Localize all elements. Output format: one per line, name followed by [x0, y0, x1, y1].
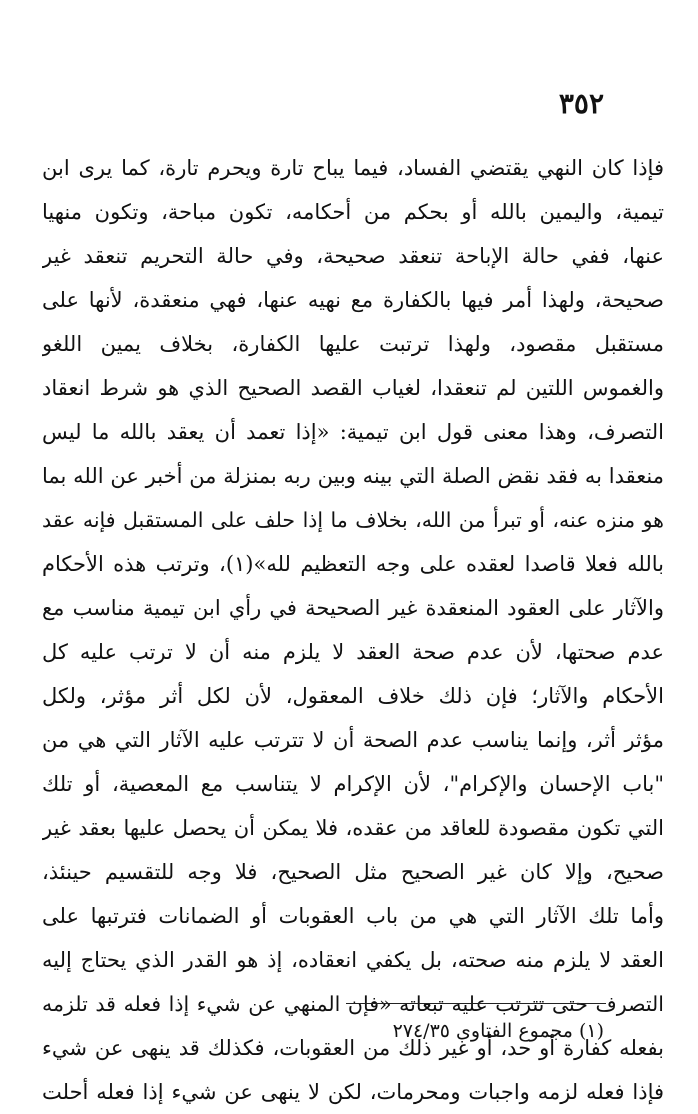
text-line: بفعله كفارة أو حد، أو غير ذلك من العقوبات، فكذلك قد ينهى عن شيء: [42, 1036, 664, 1060]
text-line: وأما تلك الآثار التي هي من باب العقوبات أو الضمانات فترتبها على: [42, 904, 664, 928]
text-line: "باب الإحسان والإكرام"، لأن الإكرام لا يتناسب مع المعصية، أو تلك: [42, 772, 664, 796]
text-line: هو منزه عنه، أو تبرأ من الله، بخلاف ما إذا حلف على المستقبل فإنه عقد: [42, 508, 664, 532]
body-text: [42, 146, 664, 1114]
text-line: والآثار على العقود المنعقدة غير الصحيحة في رأي ابن تيمية مناسب مع: [42, 596, 664, 620]
text-line: مستقبل مقصود، ولهذا ترتبت عليها الكفارة، بخلاف يمين اللغو: [42, 332, 664, 356]
text-line: مؤثر أثر، وإنما يناسب عدم الصحة أن لا تترتب عليه الآثار التي هي من: [42, 728, 664, 752]
text-line: تيمية، واليمين بالله أو بحكم من أحكامه، تكون مباحة، وتكون منهيا: [42, 200, 664, 224]
text-line: عنها، ففي حالة الإباحة تنعقد صحيحة، وفي حالة التحريم تنعقد غير: [42, 244, 664, 268]
text-line: بالله فعلا قاصدا لعقده على وجه التعظيم لله»(١)، وترتب هذه الأحكام: [42, 552, 664, 576]
text-line: التصرف، وهذا معنى قول ابن تيمية: «إذا تعمد أن يعقد بالله ما ليس: [42, 420, 664, 444]
text-line: التصرف حتى تترتب عليه تبعاته «فإن المنهي عن شيء إذا فعله قد تلزمه: [42, 992, 664, 1016]
footnote-divider: [346, 1003, 606, 1004]
text-line: والغموس اللتين لم تنعقدا، لغياب القصد الصحيح الذي هو شرط انعقاد: [42, 376, 664, 400]
text-line: صحيح، وإلا كان غير الصحيح مثل الصحيح، فلا وجه للتقسيم حينئذ،: [42, 860, 664, 884]
text-line: الأحكام والآثار؛ فإن ذلك خلاف المعقول، لأن لكل أثر مؤثر، ولكل: [42, 684, 664, 708]
text-line: عدم صحتها، لأن عدم صحة العقد لا يلزم منه أن لا ترتب عليه كل: [42, 640, 664, 664]
footnote: (١) مجموع الفتاوى ٢٧٤/٣٥: [392, 1020, 604, 1042]
text-line: صحيحة، ولهذا أمر فيها بالكفارة مع نهيه عنها، فهي منعقدة، لأنها على: [42, 288, 664, 312]
text-line: فإذا كان النهي يقتضي الفساد، فيما يباح تارة ويحرم تارة، كما يرى ابن: [42, 156, 664, 180]
text-line: فإذا فعله لزمه واجبات ومحرمات، لكن لا ينهى عن شيء إذا فعله أحلت: [42, 1080, 664, 1104]
text-line: التي تكون مقصودة للعاقد من عقده، فلا يمكن أن يحصل عليها بعقد غير: [42, 816, 664, 840]
page-number: ٣٥٢: [558, 87, 604, 120]
text-line: العقد لا يلزم منه صحته، بل يكفي انعقاده، إذ هو القدر الذي يحتاج إليه: [42, 948, 664, 972]
text-line: منعقدا به فقد نقض الصلة التي بينه وبين ربه بمنزلة من أخبر عن الله بما: [42, 464, 664, 488]
